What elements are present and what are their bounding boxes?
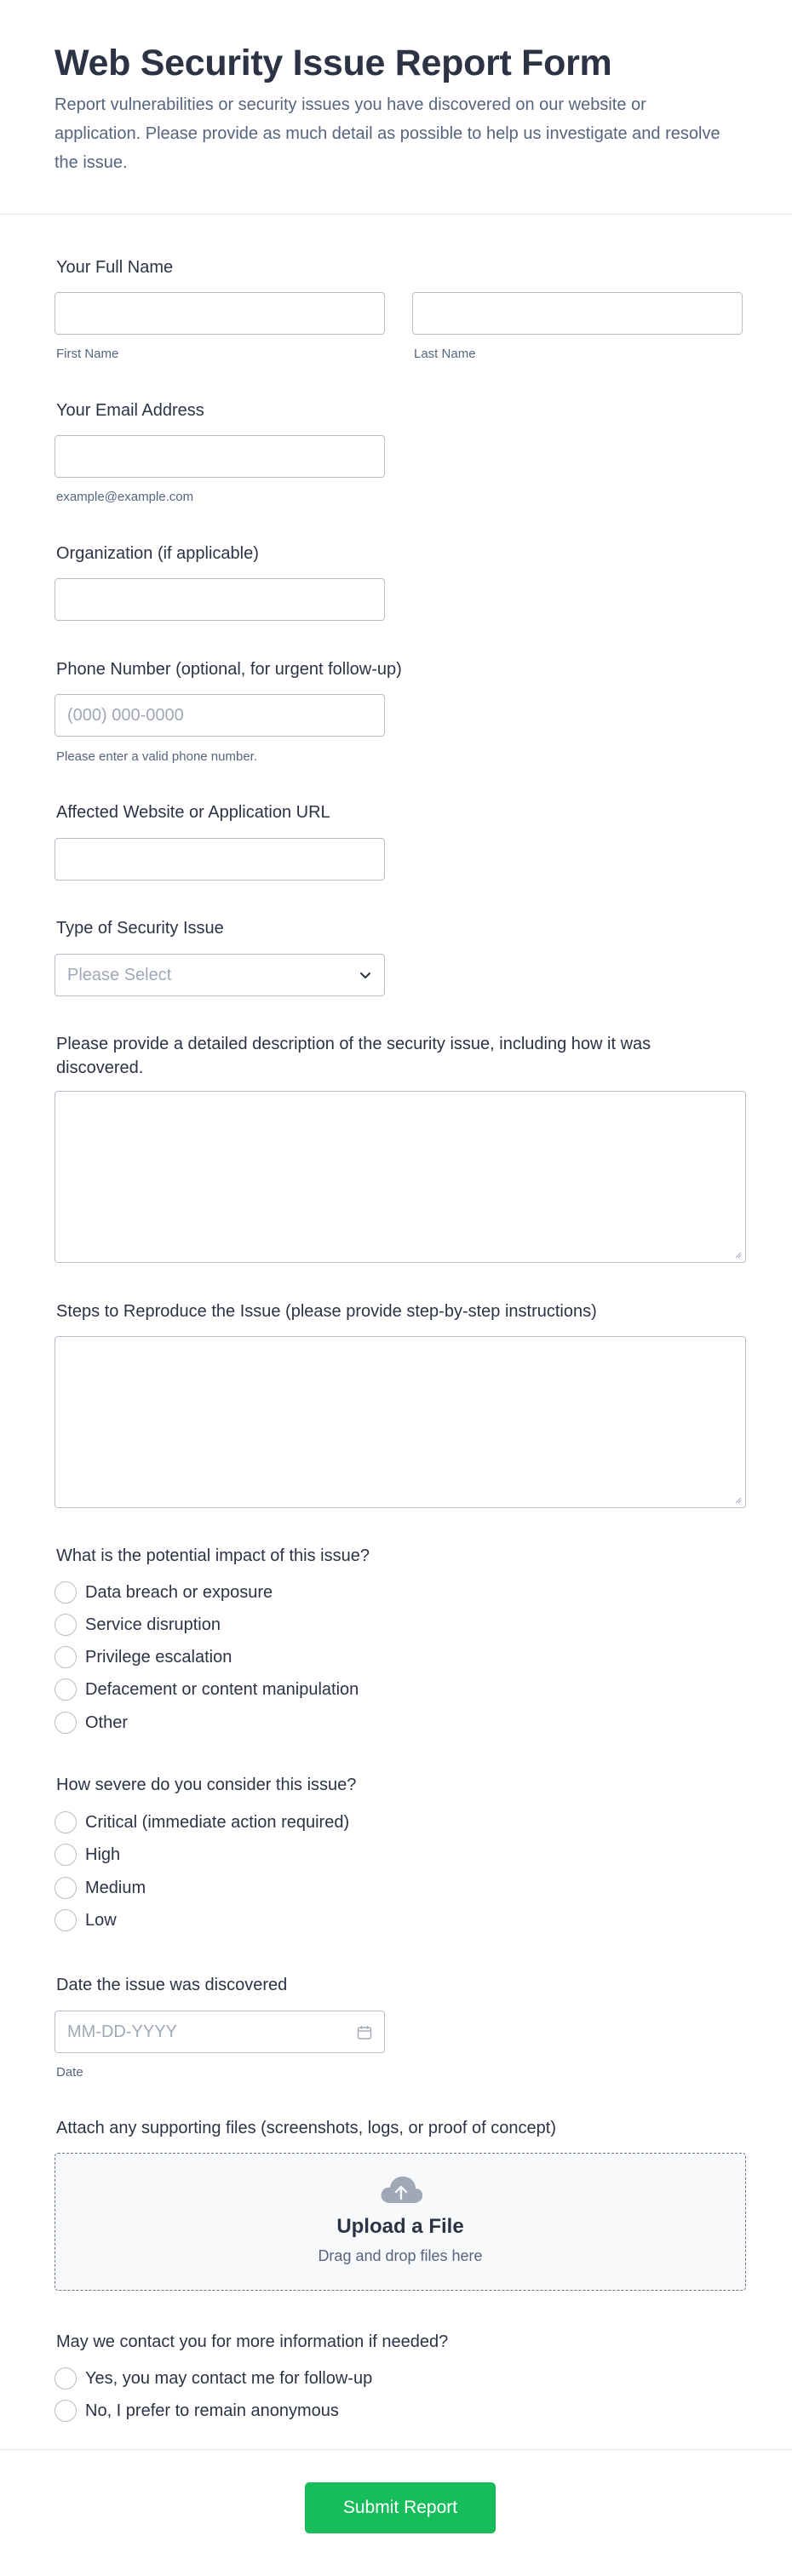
severity-option[interactable] (55, 1810, 349, 1834)
calendar-icon[interactable] (357, 2025, 372, 2040)
form-header (0, 0, 792, 215)
radio-button[interactable] (55, 1844, 77, 1866)
impact-option-label: Other (85, 1713, 129, 1732)
radio-button[interactable] (55, 1909, 77, 1931)
impact-label: What is the potential impact of this issue? (56, 1546, 370, 1565)
email-input[interactable] (55, 435, 385, 478)
radio-button[interactable] (55, 2367, 77, 2390)
impact-option[interactable] (55, 1645, 232, 1669)
issue-type-select[interactable] (55, 954, 385, 996)
chevron-down-icon (359, 965, 372, 985)
contact-label: May we contact you for more information if needed? (56, 2332, 449, 2351)
first-name-sublabel: First Name (56, 347, 119, 361)
steps-textarea[interactable] (55, 1336, 746, 1508)
contact-option-label: Yes, you may contact me for follow-up (85, 2368, 373, 2388)
attachments-label: Attach any supporting files (screenshots, logs, or proof of concept) (56, 2119, 556, 2137)
description-textarea[interactable] (55, 1091, 746, 1263)
upload-subtitle: Drag and drop files here (318, 2247, 483, 2264)
radio-button[interactable] (55, 1581, 77, 1604)
resize-grip-icon[interactable] (733, 1250, 742, 1259)
email-sublabel: example@example.com (56, 490, 194, 504)
last-name-sublabel: Last Name (414, 347, 476, 361)
impact-option-label: Defacement or content manipulation (85, 1679, 359, 1699)
contact-option[interactable] (55, 2367, 372, 2390)
radio-button[interactable] (55, 1712, 77, 1734)
severity-option[interactable] (55, 1876, 146, 1900)
impact-option-label: Data breach or exposure (85, 1582, 273, 1602)
severity-label: How severe do you consider this issue? (56, 1776, 357, 1794)
phone-input[interactable] (55, 694, 385, 737)
date-label: Date the issue was discovered (56, 1976, 288, 1994)
radio-button[interactable] (55, 1614, 77, 1636)
contact-option[interactable] (55, 2399, 339, 2423)
last-name-input[interactable] (412, 292, 743, 335)
severity-option-label: Critical (immediate action required) (85, 1812, 350, 1832)
radio-button[interactable] (55, 1811, 77, 1833)
radio-button[interactable] (55, 1877, 77, 1899)
impact-option[interactable] (55, 1581, 273, 1604)
impact-option-label: Service disruption (85, 1615, 221, 1634)
cloud-upload-icon (379, 2174, 423, 2205)
radio-button[interactable] (55, 1646, 77, 1668)
impact-option[interactable] (55, 1711, 128, 1735)
impact-option[interactable] (55, 1613, 221, 1637)
footer-divider (0, 2449, 792, 2450)
contact-option-label: No, I prefer to remain anonymous (85, 2401, 339, 2420)
organization-label: Organization (if applicable) (56, 544, 259, 563)
severity-option-label: Medium (85, 1878, 146, 1897)
form-title: Web Security Issue Report Form (55, 43, 612, 83)
organization-input[interactable] (55, 578, 385, 621)
upload-title: Upload a File (336, 2215, 464, 2238)
severity-option[interactable] (55, 1908, 117, 1932)
date-placeholder: MM-DD-YYYY (67, 2022, 177, 2041)
file-upload-dropzone[interactable] (55, 2153, 746, 2291)
form-description: Report vulnerabilities or security issues you have discovered on our website or application. Please provide as much detail as possible to help us investigate and resolve the issue. (55, 95, 720, 172)
phone-label: Phone Number (optional, for urgent follow-up) (56, 660, 402, 679)
impact-option-label: Privilege escalation (85, 1647, 232, 1667)
date-input[interactable] (55, 2011, 385, 2053)
url-label: Affected Website or Application URL (56, 803, 330, 822)
radio-button[interactable] (55, 1678, 77, 1701)
submit-button[interactable]: Submit Report (305, 2482, 496, 2533)
severity-option[interactable] (55, 1843, 120, 1867)
full-name-label: Your Full Name (56, 258, 174, 277)
resize-grip-icon[interactable] (733, 1495, 742, 1504)
email-label: Your Email Address (56, 401, 204, 420)
date-sublabel: Date (56, 2065, 83, 2080)
radio-button[interactable] (55, 2400, 77, 2422)
issue-type-selected: Please Select (67, 966, 172, 984)
severity-option-label: High (85, 1845, 121, 1864)
first-name-input[interactable] (55, 292, 385, 335)
phone-sublabel: Please enter a valid phone number. (56, 749, 257, 764)
description-label: Please provide a detailed description of the security issue, including how it was discovered. (56, 1035, 651, 1077)
steps-label: Steps to Reproduce the Issue (please provide step-by-step instructions) (56, 1302, 597, 1321)
severity-option-label: Low (85, 1910, 117, 1930)
issue-type-label: Type of Security Issue (56, 919, 224, 938)
url-input[interactable] (55, 838, 385, 881)
impact-option[interactable] (55, 1678, 359, 1701)
